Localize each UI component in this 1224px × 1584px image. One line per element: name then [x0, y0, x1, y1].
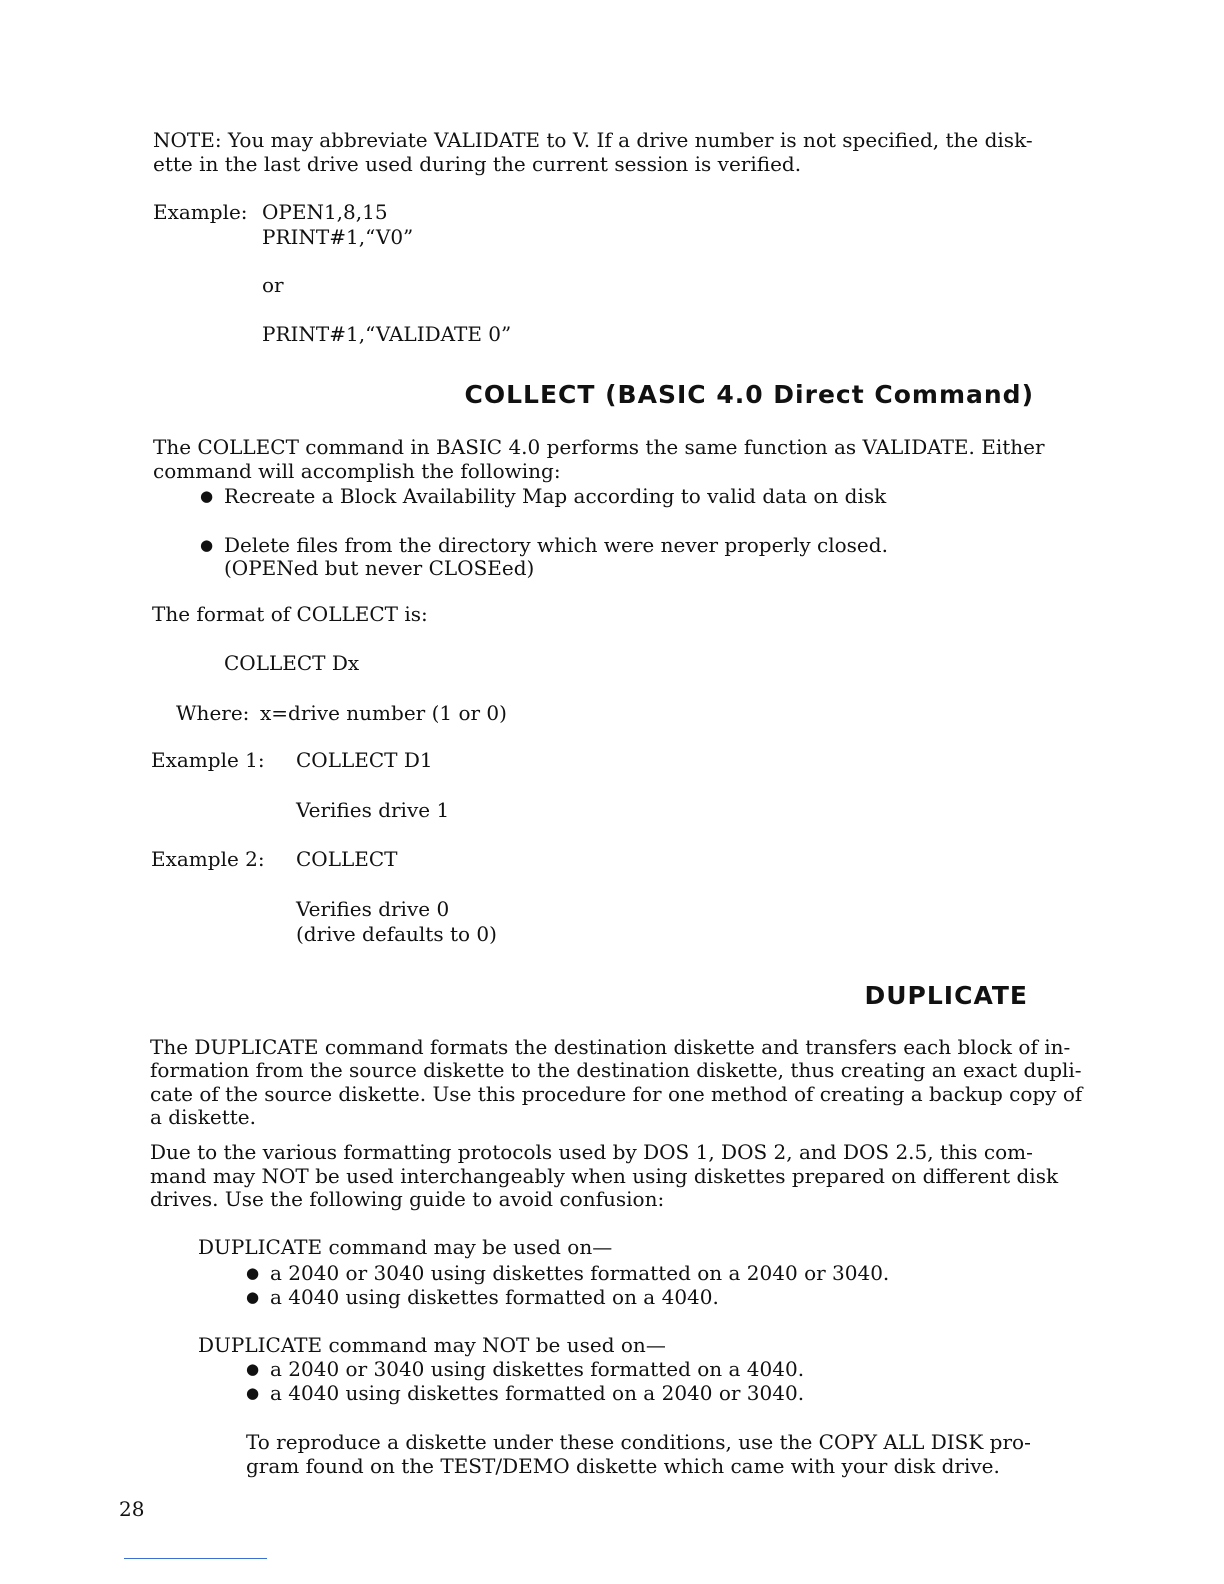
example-1-code: COLLECT D1 [296, 748, 433, 772]
collect-bullet-2-text: Delete files from the directory which were never properly closed. [224, 533, 888, 557]
duplicate-p2-line-1: Due to the various formatting protocols used by DOS 1, DOS 2, and DOS 2.5, this com- [150, 1140, 1033, 1164]
duplicate-p1-line-2: formation from the source diskette to the destination diskette, thus creating an exact dupli- [150, 1058, 1082, 1082]
page-number: 28 [119, 1497, 145, 1521]
collect-intro-line-2: command will accomplish the following: [153, 459, 561, 483]
example-code-print-validate: PRINT#1,“VALIDATE 0” [262, 322, 512, 346]
collect-bullet-1 [200, 484, 886, 510]
may-be-used-label: DUPLICATE command may be used on— [198, 1235, 613, 1259]
example-code-open: OPEN1,8,15 [262, 200, 388, 224]
example-or: or [262, 273, 284, 297]
may-not-be-used-item-1 [246, 1357, 804, 1383]
duplicate-p1-line-3: cate of the source diskette. Use this procedure for one method of creating a backup copy of [150, 1082, 1083, 1106]
duplicate-p2-line-2: mand may NOT be used interchangeably when using diskettes prepared on different disk [150, 1164, 1059, 1188]
may-be-used-item-2 [246, 1285, 719, 1311]
may-not-be-used-item-1-text: a 2040 or 3040 using diskettes formatted on a 4040. [270, 1357, 805, 1381]
may-not-be-used-label: DUPLICATE command may NOT be used on— [198, 1333, 666, 1357]
example-1-label: Example 1: [151, 748, 265, 772]
bullet-icon [246, 1261, 270, 1287]
example-1-desc: Verifies drive 1 [296, 798, 450, 822]
may-be-used-item-2-text: a 4040 using diskettes formatted on a 4040. [270, 1285, 719, 1309]
footer-rule [124, 1558, 267, 1559]
where-label: Where: [176, 701, 250, 725]
example-2-code: COLLECT [296, 847, 398, 871]
note-validate-line-2: ette in the last drive used during the current session is verified. [153, 152, 802, 176]
duplicate-heading: DUPLICATE [864, 981, 1028, 1010]
may-not-be-used-item-2 [246, 1381, 804, 1407]
bullet-icon [246, 1285, 270, 1311]
bullet-icon [200, 484, 224, 510]
example-2-desc-1: Verifies drive 0 [296, 897, 450, 921]
collect-intro-line-1: The COLLECT command in BASIC 4.0 performs the same function as VALIDATE. Either [153, 435, 1045, 459]
note-validate-line-1: NOTE: You may abbreviate VALIDATE to V. If a drive number is not specified, the disk- [153, 128, 1033, 152]
may-not-be-used-item-2-text: a 4040 using diskettes formatted on a 2040 or 3040. [270, 1381, 805, 1405]
duplicate-p2-line-3: drives. Use the following guide to avoid confusion: [150, 1187, 665, 1211]
collect-heading: COLLECT (BASIC 4.0 Direct Command) [464, 380, 1034, 409]
collect-format-syntax: COLLECT Dx [224, 651, 360, 675]
duplicate-p1-line-4: a diskette. [150, 1105, 256, 1129]
collect-format-intro: The format of COLLECT is: [152, 602, 428, 626]
example-2-desc-2: (drive defaults to 0) [296, 922, 497, 946]
reproduce-line-1: To reproduce a diskette under these conditions, use the COPY ALL DISK pro- [246, 1430, 1031, 1454]
may-be-used-item-1-text: a 2040 or 3040 using diskettes formatted on a 2040 or 3040. [270, 1261, 890, 1285]
duplicate-p1-line-1: The DUPLICATE command formats the destination diskette and transfers each block of in- [150, 1035, 1071, 1059]
example-label: Example: [153, 200, 248, 224]
where-text: x=drive number (1 or 0) [260, 701, 507, 725]
collect-bullet-1-text: Recreate a Block Availability Map according to valid data on disk [224, 484, 887, 508]
example-2-label: Example 2: [151, 847, 265, 871]
bullet-icon [246, 1381, 270, 1407]
may-be-used-item-1 [246, 1261, 889, 1287]
example-code-print-v0: PRINT#1,“V0” [262, 225, 414, 249]
reproduce-line-2: gram found on the TEST/DEMO diskette which came with your disk drive. [246, 1454, 1000, 1478]
bullet-icon [200, 533, 224, 559]
collect-bullet-2-line-2: (OPENed but never CLOSEed) [224, 556, 535, 580]
bullet-icon [246, 1357, 270, 1383]
